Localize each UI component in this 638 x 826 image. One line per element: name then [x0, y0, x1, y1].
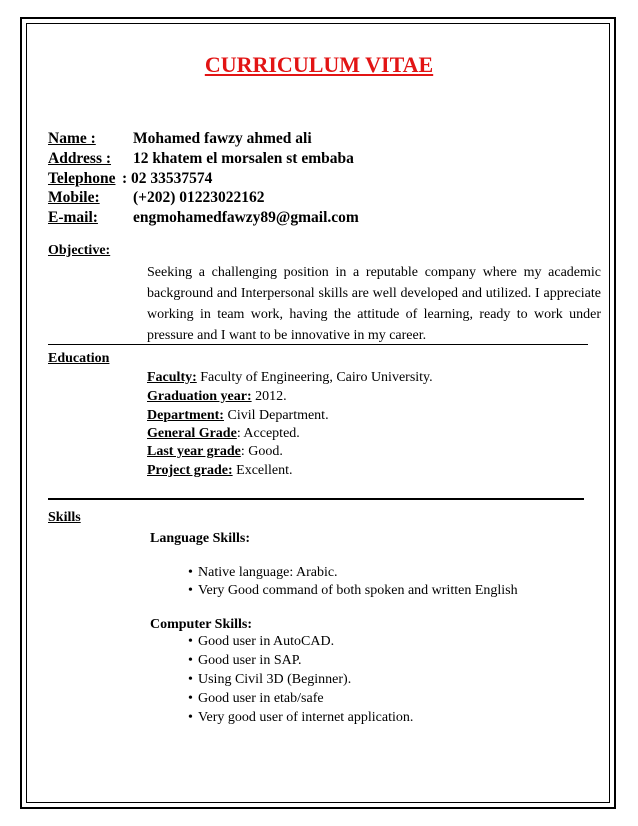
list-item [188, 583, 518, 599]
section-divider [48, 344, 588, 345]
list-item [188, 653, 301, 669]
department-value: Civil Department. [223, 408, 329, 423]
name-value: Mohamed fawzy ahmed ali [133, 130, 312, 147]
mobile-label: Mobile: [48, 189, 100, 206]
mobile-value: (+202) 01223022162 [133, 189, 265, 206]
list-item-text: Good user in SAP. [198, 653, 302, 668]
education-item [147, 463, 293, 479]
project-grade-label: Project grade: [147, 463, 233, 478]
bullet-icon: • [188, 583, 193, 598]
project-grade-value: Excellent. [232, 463, 293, 478]
address-label: Address : [48, 150, 112, 167]
faculty-label: Faculty: [147, 370, 197, 385]
skills-heading: Skills [48, 510, 81, 525]
graduation-year-label: Graduation year: [147, 389, 252, 404]
objective-heading: Objective: [48, 243, 111, 258]
list-item-text: Good user in AutoCAD. [198, 634, 335, 649]
faculty-value: Faculty of Engineering, Cairo University. [196, 370, 433, 385]
education-heading: Education [48, 351, 110, 366]
name-label: Name : [48, 130, 96, 147]
computer-skills-heading: Computer Skills: [150, 617, 253, 632]
bullet-icon: • [188, 691, 193, 706]
last-year-grade-label: Last year grade [147, 444, 241, 459]
telephone-value: : 02 33537574 [122, 170, 213, 187]
general-grade-value: : Accepted. [236, 426, 300, 441]
bullet-icon: • [188, 634, 193, 649]
list-item-text: Native language: Arabic. [198, 565, 338, 580]
list-item-text: Very Good command of both spoken and written English [198, 583, 518, 598]
last-year-grade-value: : Good. [240, 444, 283, 459]
education-item [147, 444, 283, 460]
list-item-text: Using Civil 3D (Beginner). [198, 672, 352, 687]
graduation-year-value: 2012. [251, 389, 287, 404]
list-item [188, 565, 338, 581]
email-label: E-mail: [48, 209, 98, 226]
list-item [188, 691, 324, 707]
list-item [188, 672, 351, 688]
bullet-icon: • [188, 710, 193, 725]
email-value: engmohamedfawzy89@gmail.com [133, 209, 359, 226]
education-item [147, 370, 433, 386]
general-grade-label: General Grade [147, 426, 237, 441]
education-item [147, 426, 300, 442]
education-item [147, 389, 287, 405]
bullet-icon: • [188, 653, 193, 668]
language-skills-heading: Language Skills: [150, 531, 250, 546]
list-item [188, 710, 413, 726]
bullet-icon: • [188, 672, 193, 687]
list-item-text: Good user in etab/safe [198, 691, 324, 706]
address-value: 12 khatem el morsalen st embaba [133, 150, 354, 167]
section-divider [48, 498, 584, 500]
list-item-text: Very good user of internet application. [198, 710, 414, 725]
department-label: Department: [147, 408, 224, 423]
list-item [188, 634, 334, 650]
education-item [147, 408, 329, 424]
objective-text: Seeking a challenging position in a reputable company where my academic background and Interpersonal skills are well developed and utilized. I appreciate working in team work, having the attitude of learning, ready to work under pressure and I want to be innovative in my career. [147, 265, 601, 343]
document-title: CURRICULUM VITAE [204, 52, 434, 77]
telephone-label: Telephone [48, 170, 116, 187]
bullet-icon: • [188, 565, 193, 580]
